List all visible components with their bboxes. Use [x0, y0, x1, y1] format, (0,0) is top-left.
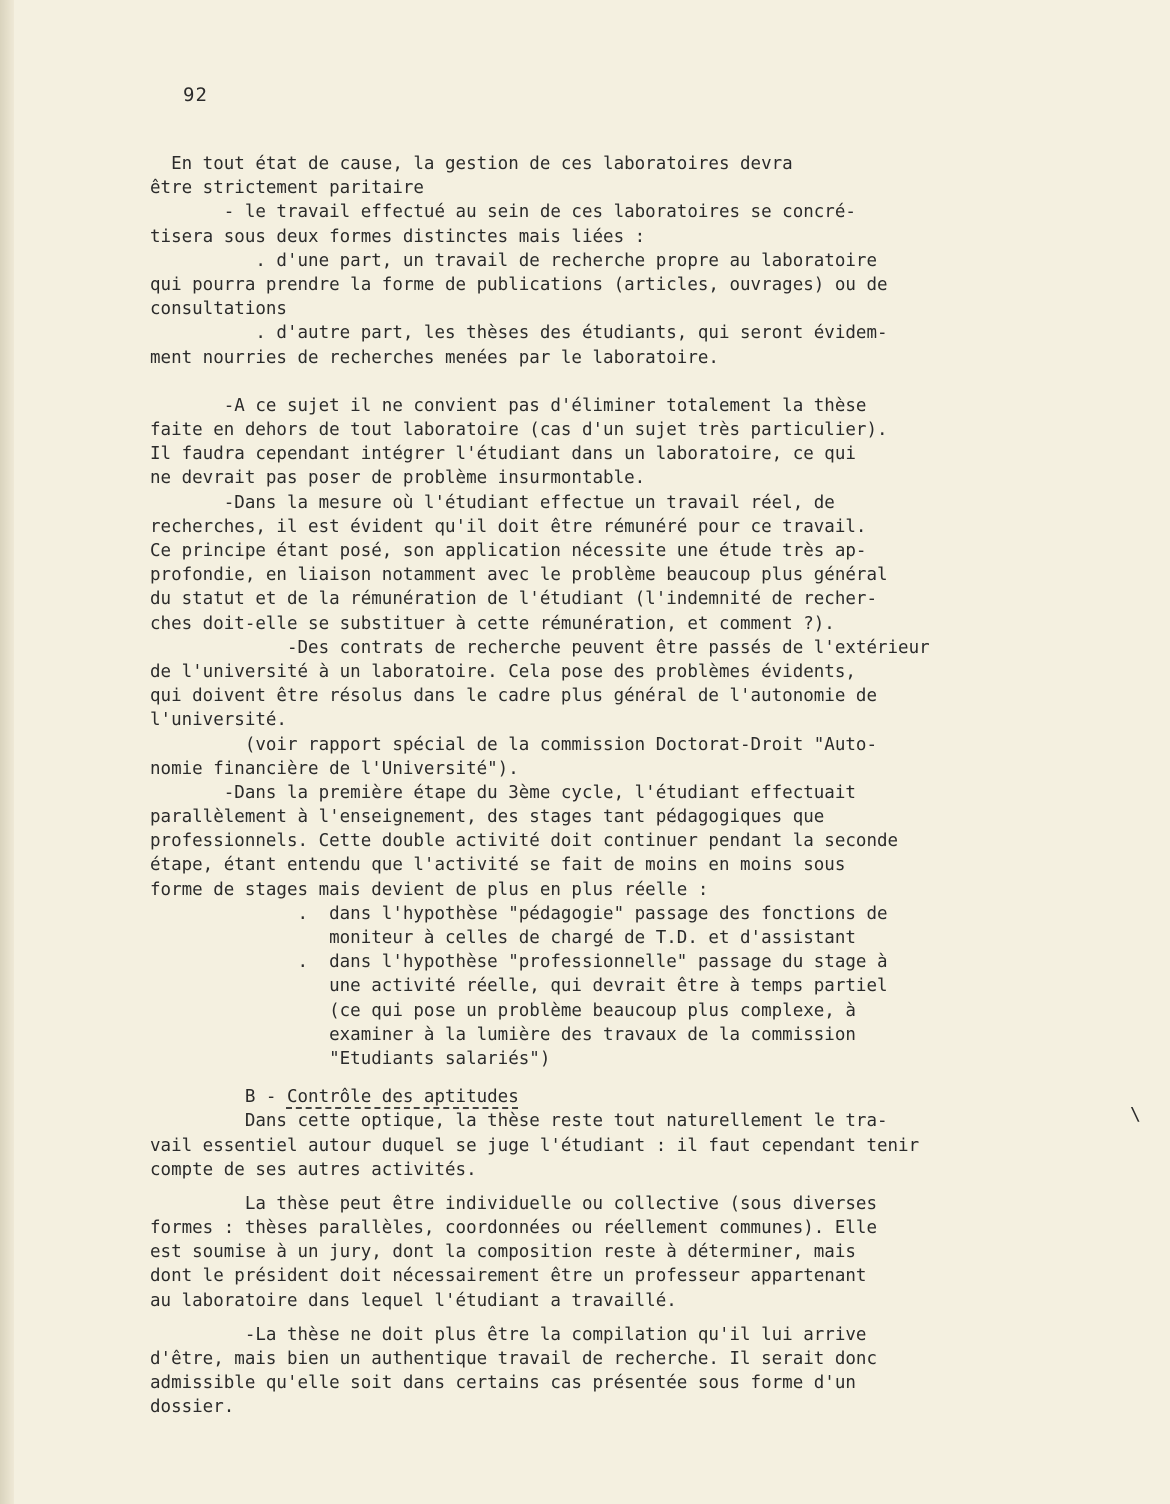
text-line: . d'une part, un travail de recherche propre au laboratoire: [150, 250, 877, 271]
text-line: professionnels. Cette double activité doit continuer pendant la seconde: [150, 831, 899, 852]
text-line: (voir rapport spécial de la commission Doctorat-Droit "Auto-: [150, 734, 877, 755]
text-line: l'université.: [150, 710, 287, 731]
text-line: recherches, il est évident qu'il doit être rémunéré pour ce travail.: [150, 516, 867, 537]
text-line: de l'université à un laboratoire. Cela pose des problèmes évidents,: [150, 661, 856, 682]
text-line: qui doivent être résolus dans le cadre plus général de l'autonomie de: [150, 686, 877, 707]
text-line: vail essentiel autour duquel se juge l'étudiant : il faut cependant tenir: [150, 1135, 920, 1156]
text-line: -Dans la première étape du 3ème cycle, l'étudiant effectuait: [150, 782, 856, 803]
text-line: forme de stages mais devient de plus en plus réelle :: [150, 879, 709, 900]
page-number: 92: [183, 84, 208, 106]
text-line: . dans l'hypothèse "professionnelle" passage du stage à: [150, 952, 888, 973]
text-line: une activité réelle, qui devrait être à temps partiel: [150, 976, 888, 997]
text-line: - le travail effectué au sein de ces laboratoires se concré-: [150, 202, 856, 223]
paragraph: [150, 1192, 1050, 1313]
text-line: ches doit-elle se substituer à cette rémunération, et comment ?).: [150, 613, 835, 634]
text-line: faite en dehors de tout laboratoire (cas d'un sujet très particulier).: [150, 420, 888, 441]
text-line: du statut et de la rémunération de l'étudiant (l'indemnité de recher-: [150, 589, 877, 610]
paragraph: [150, 1323, 1050, 1420]
text-line: admissible qu'elle soit dans certains cas présentée sous forme d'un: [150, 1373, 856, 1394]
text-line: (ce qui pose un problème beaucoup plus complexe, à: [150, 1000, 856, 1021]
text-line: dossier.: [150, 1397, 235, 1418]
text-line: -Dans la mesure où l'étudiant effectue un travail réel, de: [150, 492, 835, 513]
text-line: Il faudra cependant intégrer l'étudiant dans un laboratoire, ce qui: [150, 444, 856, 465]
text-line: "Etudiants salariés"): [150, 1048, 551, 1069]
main-section: [150, 152, 1050, 1071]
section-b-prefix: B -: [150, 1087, 287, 1108]
text-line: ne devrait pas poser de problème insurmontable.: [150, 468, 646, 489]
text-line: -A ce sujet il ne convient pas d'éliminer totalement la thèse: [150, 395, 867, 416]
text-line: moniteur à celles de chargé de T.D. et d'assistant: [150, 928, 856, 948]
text-line: ment nourries de recherches menées par le laboratoire.: [150, 347, 719, 368]
text-line: étape, étant entendu que l'activité se fait de moins en moins sous: [150, 855, 846, 876]
text-line: tisera sous deux formes distinctes mais liées :: [150, 226, 646, 247]
text-line: -La thèse ne doit plus être la compilation qu'il lui arrive: [150, 1324, 867, 1345]
text-line: En tout état de cause, la gestion de ces laboratoires devra: [150, 154, 793, 174]
text-line: examiner à la lumière des travaux de la commission: [150, 1024, 856, 1045]
text-line: qui pourra prendre la forme de publications (articles, ouvrages) ou de: [150, 274, 888, 295]
text-line: . dans l'hypothèse "pédagogie" passage des fonctions de: [150, 903, 888, 924]
text-line: compte de ses autres activités.: [150, 1159, 477, 1180]
text-line: Ce principe étant posé, son application nécessite une étude très ap-: [150, 541, 867, 561]
text-line: consultations: [150, 299, 287, 320]
paragraph: [150, 1109, 1050, 1182]
text-line: nomie financière de l'Université").: [150, 758, 519, 779]
text-line: est soumise à un jury, dont la composition reste à déterminer, mais: [150, 1242, 856, 1263]
text-line: au laboratoire dans lequel l'étudiant a travaillé.: [150, 1290, 677, 1311]
page-edge: [0, 0, 14, 1504]
text-line: d'être, mais bien un authentique travail de recherche. Il serait donc: [150, 1349, 877, 1369]
text-line: parallèlement à l'enseignement, des stages tant pédagogiques que: [150, 807, 825, 828]
stray-mark: \: [1130, 1104, 1141, 1125]
text-line: [150, 370, 1050, 394]
text-line: dont le président doit nécessairement être un professeur appartenant: [150, 1266, 867, 1287]
section-b-title: Contrôle des aptitudes: [286, 1087, 519, 1108]
text-line: être strictement paritaire: [150, 178, 424, 199]
text-line: Dans cette optique, la thèse reste tout naturellement le tra-: [150, 1111, 888, 1132]
text-line: -Des contrats de recherche peuvent être passés de l'extérieur: [150, 637, 930, 658]
text-line: formes : thèses parallèles, coordonnées ou réellement communes). Elle: [150, 1218, 877, 1239]
section-b-heading: [150, 1085, 1050, 1109]
text-line: . d'autre part, les thèses des étudiants, qui seront évidem-: [150, 323, 888, 344]
section-b-body: [150, 1109, 1050, 1419]
text-line: La thèse peut être individuelle ou collective (sous diverses: [150, 1193, 877, 1214]
document-body: [150, 152, 1050, 1430]
text-line: profondie, en liaison notamment avec le problème beaucoup plus général: [150, 565, 888, 586]
